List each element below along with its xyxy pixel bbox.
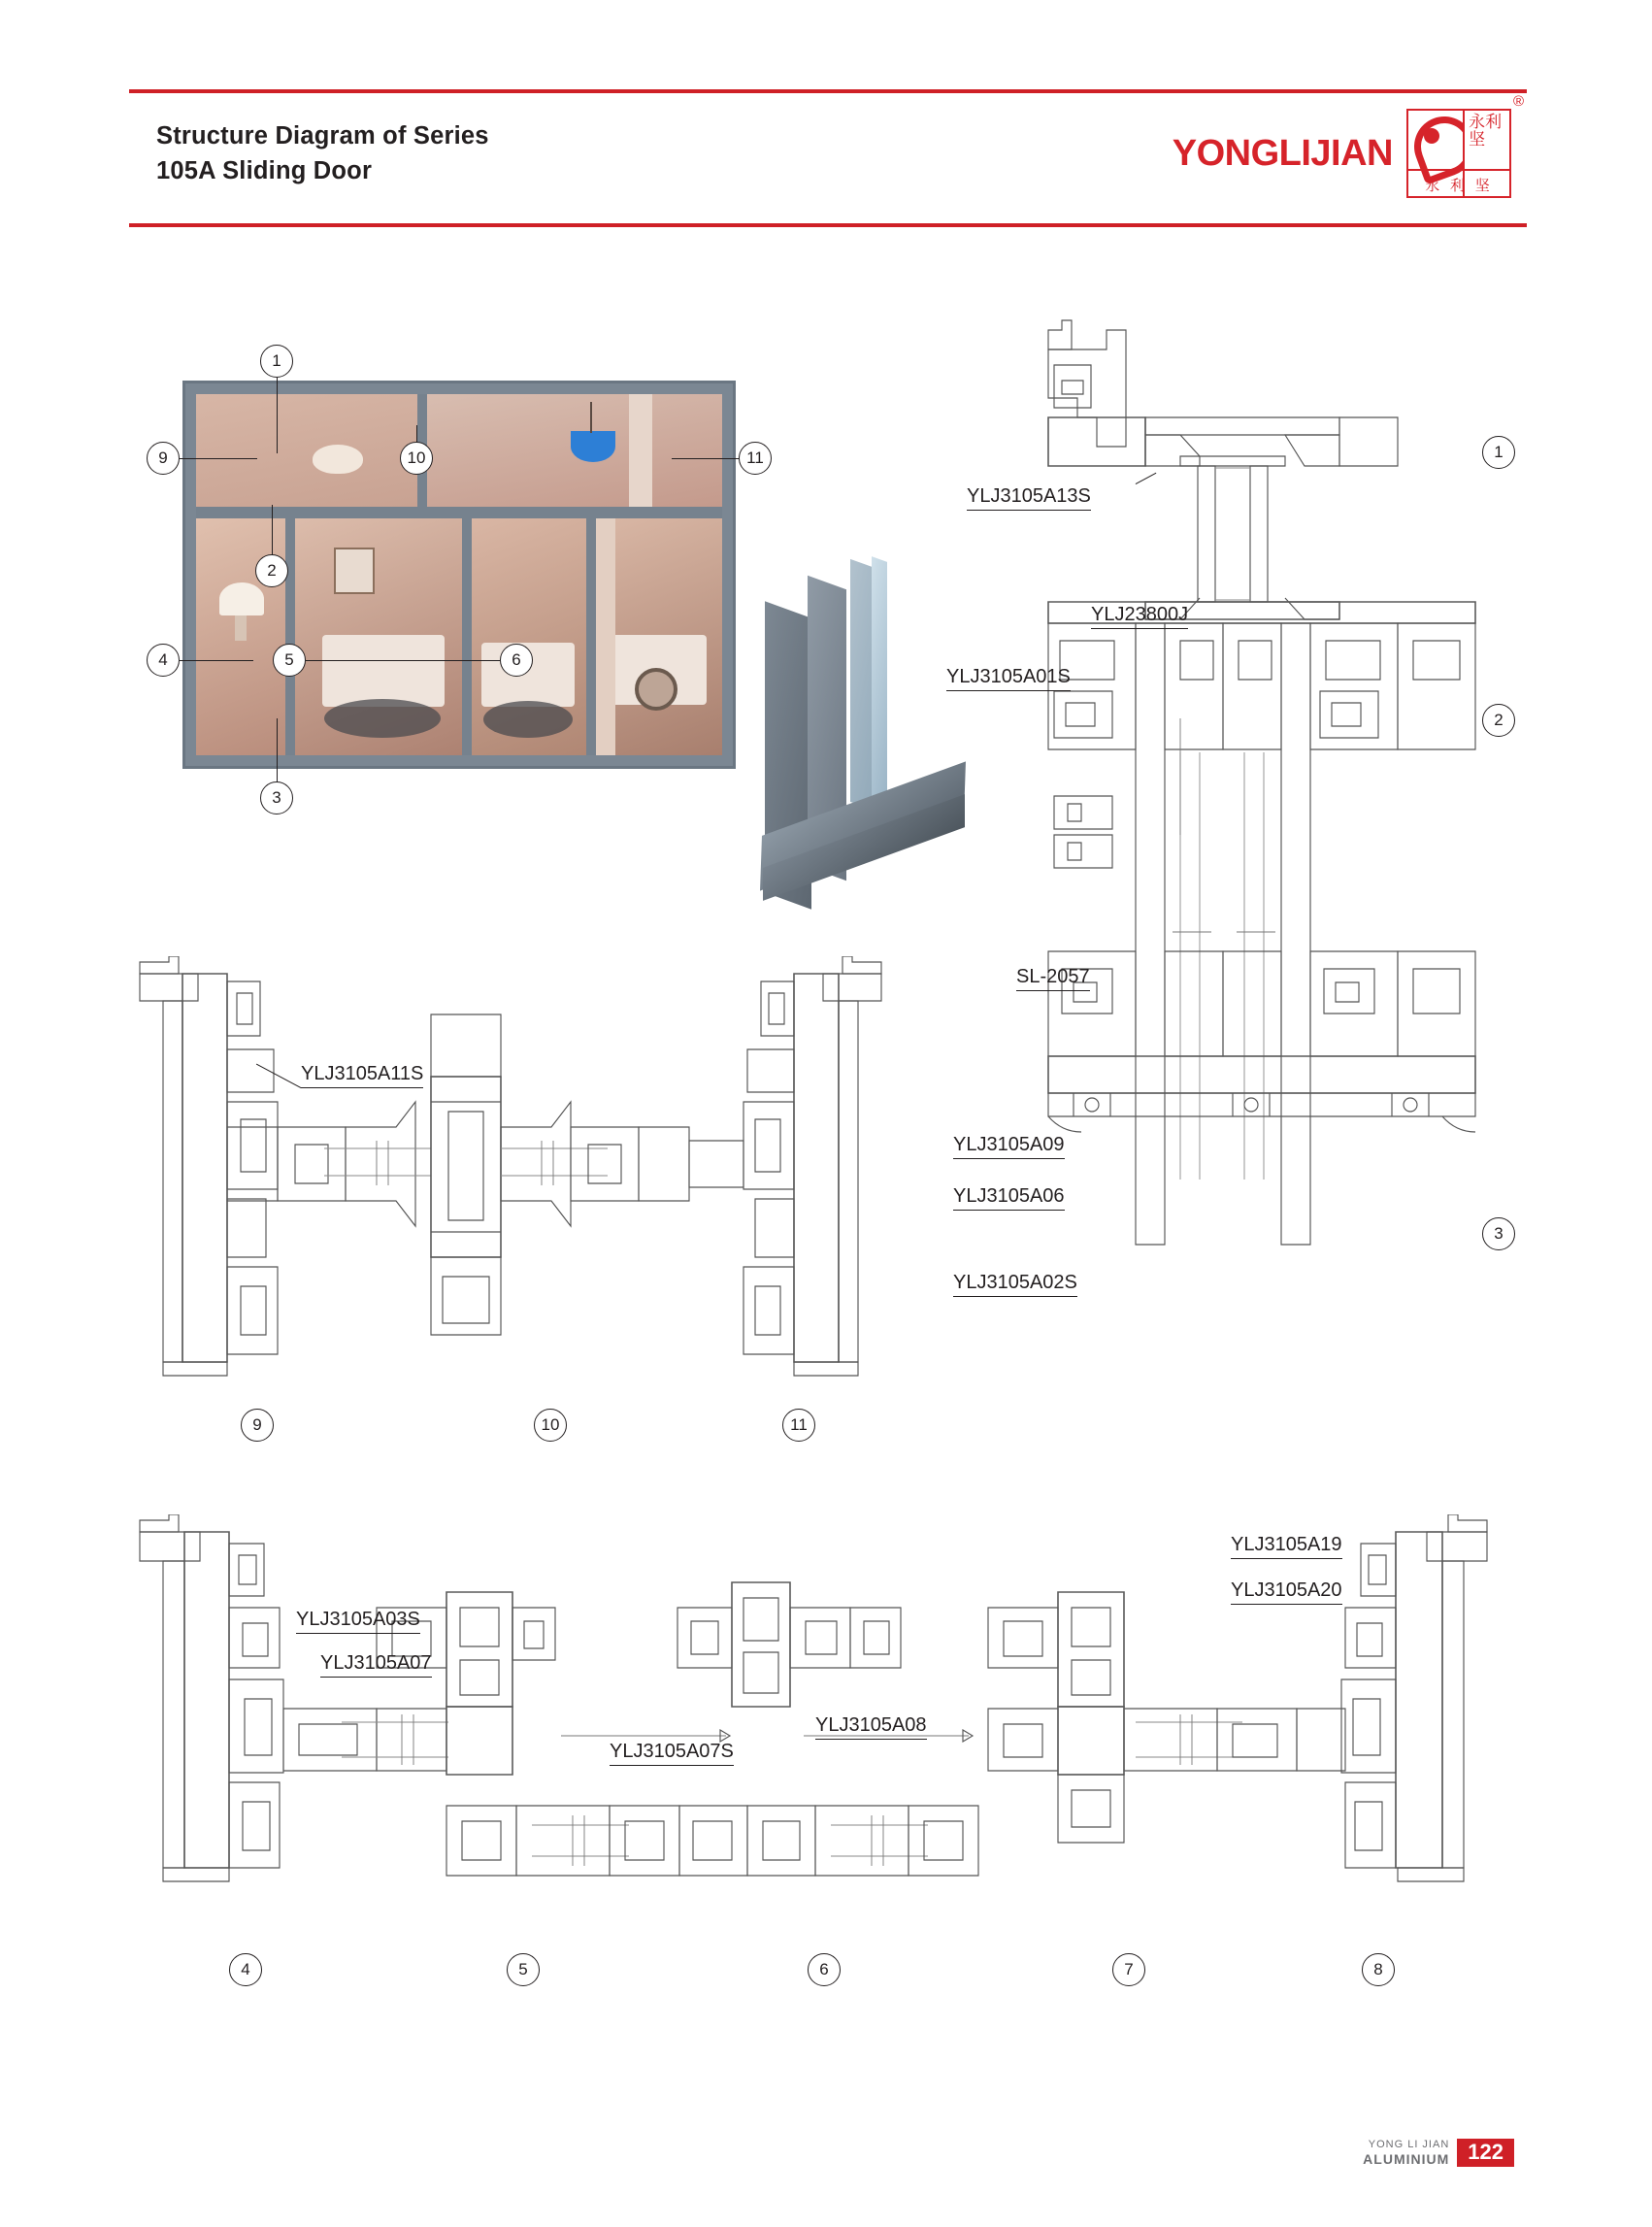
section-bottom-callout-4: 4 (229, 1953, 262, 1986)
footer (1363, 2139, 1514, 2167)
section-right-callout-2: 2 (1482, 704, 1515, 737)
photo-pane-transom-left (196, 394, 417, 507)
photo-leader-2 (272, 505, 273, 555)
section-drawing-bottom (134, 1514, 1493, 1903)
section-middle-callout-10: 10 (534, 1409, 567, 1442)
section-drawing-middle (134, 956, 891, 1403)
section-middle-callout-11: 11 (782, 1409, 815, 1442)
section-right-callout-1: 1 (1482, 436, 1515, 469)
photo-pane-transom-right (427, 394, 722, 507)
section-bottom-callout-8: 8 (1362, 1953, 1395, 1986)
brand-emblem-bottom-text: 永 利 坚 (1408, 169, 1509, 196)
photo-leader-10 (416, 425, 417, 443)
label-ylj3105a06: YLJ3105A06 (953, 1185, 1065, 1211)
photo-pane-sash-3 (472, 518, 586, 755)
photo-callout-6: 6 (500, 644, 533, 677)
photo-callout-9: 9 (147, 442, 180, 475)
page-number: 122 (1457, 2139, 1514, 2167)
section-bottom-callout-5: 5 (507, 1953, 540, 1986)
section-bottom-svg (134, 1514, 1493, 1903)
brand-logo (1173, 109, 1511, 198)
brand-emblem-cjk-text: 永利坚 (1469, 113, 1503, 150)
footer-brand (1363, 2139, 1449, 2167)
label-ylj23800j: YLJ23800J (1091, 604, 1188, 629)
label-ylj3105a20: YLJ3105A20 (1231, 1579, 1342, 1605)
label-ylj3105a08: YLJ3105A08 (815, 1714, 927, 1740)
brand-name: YONGLIJIAN (1172, 132, 1393, 174)
label-ylj3105a02s: YLJ3105A02S (953, 1272, 1077, 1297)
section-right-svg (990, 311, 1572, 1340)
label-ylj3105a01s: YLJ3105A01S (946, 666, 1071, 691)
photo-pane-sash-4 (596, 518, 722, 755)
label-ylj3105a09: YLJ3105A09 (953, 1134, 1065, 1159)
page-title-line2: 105A Sliding Door (156, 157, 373, 185)
photo-leader-3 (277, 718, 278, 782)
label-ylj3105a07: YLJ3105A07 (320, 1652, 432, 1678)
photo-leader-1 (277, 378, 278, 453)
photo-leader-4 (180, 660, 253, 661)
photo-callout-5: 5 (273, 644, 306, 677)
photo-callout-2: 2 (255, 554, 288, 587)
label-ylj3105a19: YLJ3105A19 (1231, 1534, 1342, 1559)
registered-mark-icon: ® (1512, 93, 1524, 110)
photo-callout-10: 10 (400, 442, 433, 475)
footer-brand-line1: YONG LI JIAN (1368, 2139, 1450, 2151)
photo-callout-4: 4 (147, 644, 180, 677)
photo-callout-11: 11 (739, 442, 772, 475)
footer-brand-line2: ALUMINIUM (1363, 2150, 1450, 2167)
page-title (156, 118, 836, 188)
photo-callout-3: 3 (260, 781, 293, 814)
photo-leader-9 (180, 458, 257, 459)
label-ylj3105a11s: YLJ3105A11S (301, 1063, 423, 1088)
photo-leader-5 (306, 660, 500, 661)
photo-callout-1: 1 (260, 345, 293, 378)
photo-leader-11 (672, 458, 740, 459)
brand-emblem-icon (1406, 109, 1511, 198)
section-bottom-callout-7: 7 (1112, 1953, 1145, 1986)
section-middle-svg (134, 956, 891, 1403)
section-right-callout-3: 3 (1482, 1217, 1515, 1250)
product-3d-render (757, 590, 1000, 940)
label-ylj3105a07s: YLJ3105A07S (610, 1741, 734, 1766)
label-ylj3105a13s: YLJ3105A13S (967, 485, 1091, 511)
section-bottom-callout-6: 6 (808, 1953, 841, 1986)
section-drawing-right (990, 311, 1572, 1340)
photo-pane-sash-2 (295, 518, 462, 755)
label-sl-2057: SL-2057 (1016, 966, 1090, 991)
section-middle-callout-9: 9 (241, 1409, 274, 1442)
label-ylj3105a03s: YLJ3105A03S (296, 1609, 420, 1634)
page-title-line1: Structure Diagram of Series (156, 122, 489, 150)
